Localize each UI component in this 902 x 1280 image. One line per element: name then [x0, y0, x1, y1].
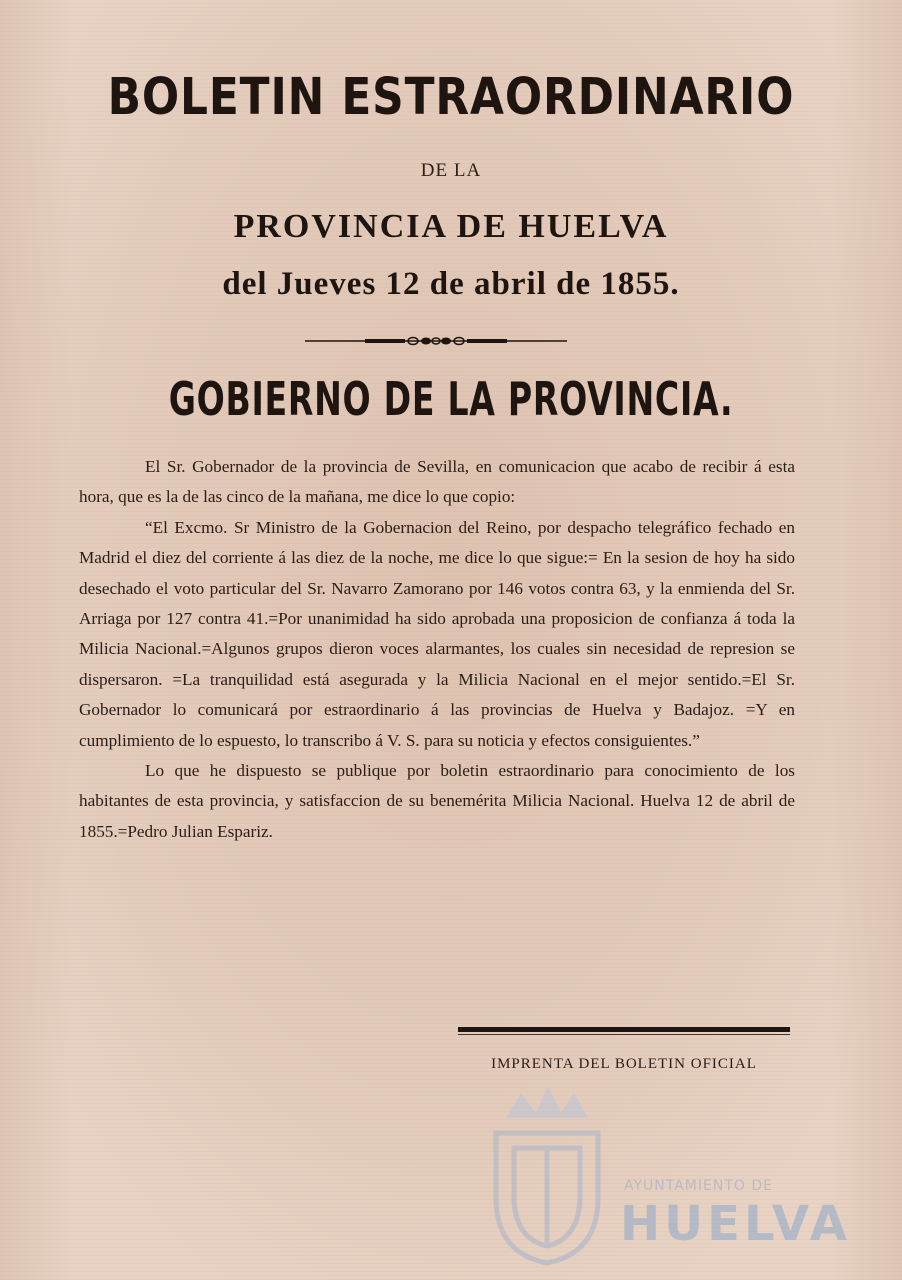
watermark-line1: AYUNTAMIENTO DE — [624, 1178, 773, 1194]
watermark-line2: HUELVA — [620, 1196, 851, 1252]
bulletin-body — [79, 452, 795, 847]
bulletin-title: BOLETIN ESTRAORDINARIO — [107, 68, 795, 127]
footer-rule-thin — [458, 1034, 790, 1035]
de-la-line: DE LA — [420, 160, 482, 181]
printer-imprint: IMPRENTA DEL BOLETIN OFICIAL — [491, 1056, 757, 1072]
paragraph-closing: Lo que he dispuesto se publique por boletin estraordinario para conocimiento de los habitantes de esta provincia, y satisfaccion de su benemérita Milicia Nacional. Huelva 12 de abril de 1855.=Pedro Julian Espariz. — [79, 761, 795, 841]
section-title: GOBIERNO DE LA PROVINCIA. — [168, 372, 734, 426]
ornamental-divider — [305, 334, 567, 348]
footer-rule — [458, 1027, 790, 1032]
paragraph-telegram-quote: “El Excmo. Sr Ministro de la Gobernacion del Reino, por despacho telegráfico fechado en Madrid el diez del corriente á las diez de la noche, me dice lo que sigue:= En la sesion de hoy ha sido desechado el voto particular del Sr. Navarro Zamorano por 146 votos contra 63, y la enmienda del Sr. Arriaga por 127 contra 41.=Por unanimidad ha sido aprobada una proposicion de confianza á toda la Milicia Nacional.=Algunos grupos dieron voces alarmantes, los cuales sin necesidad de represion se dispersaron. =La tranquilidad está asegurada y la Milicia Nacional en el mejor sentido.=El Sr. Gobernador lo comunicará por estraordinario á las provincias de Huelva y Badajoz. =Y en cumplimiento de lo espuesto, lo transcribo á V. S. para su noticia y efectos consiguientes.” — [79, 517, 795, 750]
issue-date: del Jueves 12 de abril de 1855. — [222, 266, 680, 302]
paragraph-intro: El Sr. Gobernador de la provincia de Sevilla, en comunicacion que acabo de recibir á esta hora, que es la de las cinco de la mañana, me dice lo que copio: — [79, 457, 795, 507]
province-heading: PROVINCIA DE HUELVA — [233, 208, 669, 245]
